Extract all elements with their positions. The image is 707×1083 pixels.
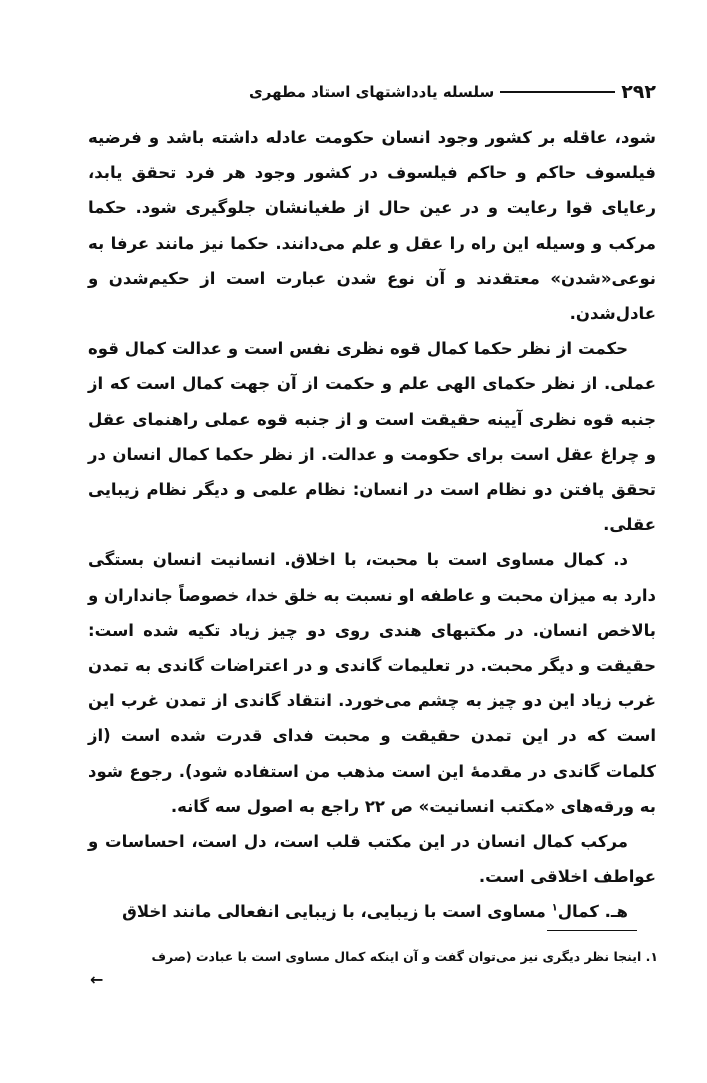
footnote-1: ۱. اینجا نظر دیگری نیز می‌توان گفت و آن اینکه کمال مساوی است با عبادت (صرف	[151, 949, 658, 964]
paragraph-wisdom: حکمت از نظر حکما کمال قوه نظری نفس است و عدالت کمال قوه عملی. از نظر حکمای الهی علم و حکمت از آن جهت کمال است که از جنبه قوه نظری آیینه حقیقت است و از جنبه قوه عملی راهنمای عقل و چراغ عقل است برای حکومت و عدالت. از نظر حکما کمال انسان در تحقق یافتن دو نظام است در انسان: نظام علمی و دیگر نظام زیبایی عقلی.	[88, 339, 656, 535]
paragraph-beauty-rest: مساوی است با زیبایی، با زیبایی انفعالی مانند اخلاق	[122, 902, 552, 922]
footnote-marker: ۱	[551, 902, 558, 914]
footnotes	[90, 944, 658, 990]
running-title: سلسله یادداشتهای استاد مطهری	[248, 83, 495, 101]
paragraph-continuation: شود، عاقله بر کشور وجود انسان حکومت عادله داشته باشد و فرضیه فیلسوف حاکم و حاکم فیلسوف در کشور وجود هر فرد تحقق یابد، رعایای قوا رعایت و در عین حال از طغیانشان جلوگیری شود. حکما مرکب و وسیله این راه را عقل و علم می‌دانند. حکما نیز مانند عرفا به نوعی«شدن» معتقدند و آن نوع شدن عبارت است از حکیم‌شدن و عادل‌شدن.	[88, 128, 656, 324]
header-rule	[500, 91, 615, 93]
page-header	[60, 78, 656, 106]
continue-arrow-icon: ←	[90, 970, 104, 989]
paragraph-beauty	[88, 894, 656, 929]
paragraph-beauty-lead: هـ. کمال	[557, 902, 628, 922]
page-number: ۲۹۲	[621, 81, 656, 103]
paragraph-love: د. کمال مساوی است با محبت، با اخلاق. انسانیت انسان بستگی دارد به میزان محبت و عاطفه او نسبت به خلق خدا، خصوصاً جانداران و بالاخص انسان. در مکتبهای هندی روی دو چیز زیاد تکیه شده است: حقیقت و دیگر محبت. در تعلیمات گاندی و در اعتراضات گاندی به تمدن غرب زیاد این دو چیز به چشم می‌خورد. انتقاد گاندی از تمدن غرب این است که در این تمدن حقیقت و محبت فدای قدرت شده است (از کلمات گاندی در مقدمهٔ این است مذهب من استفاده شود). رجوع شود به ورقه‌های «مکتب انسانیت» ص ۲۲ راجع به اصول سه گانه.	[88, 550, 656, 816]
body-text	[88, 120, 656, 930]
paragraph-heart: مرکب کمال انسان در این مکتب قلب است، دل است، احساسات و عواطف اخلاقی است.	[88, 832, 656, 887]
footnote-rule	[547, 930, 637, 931]
